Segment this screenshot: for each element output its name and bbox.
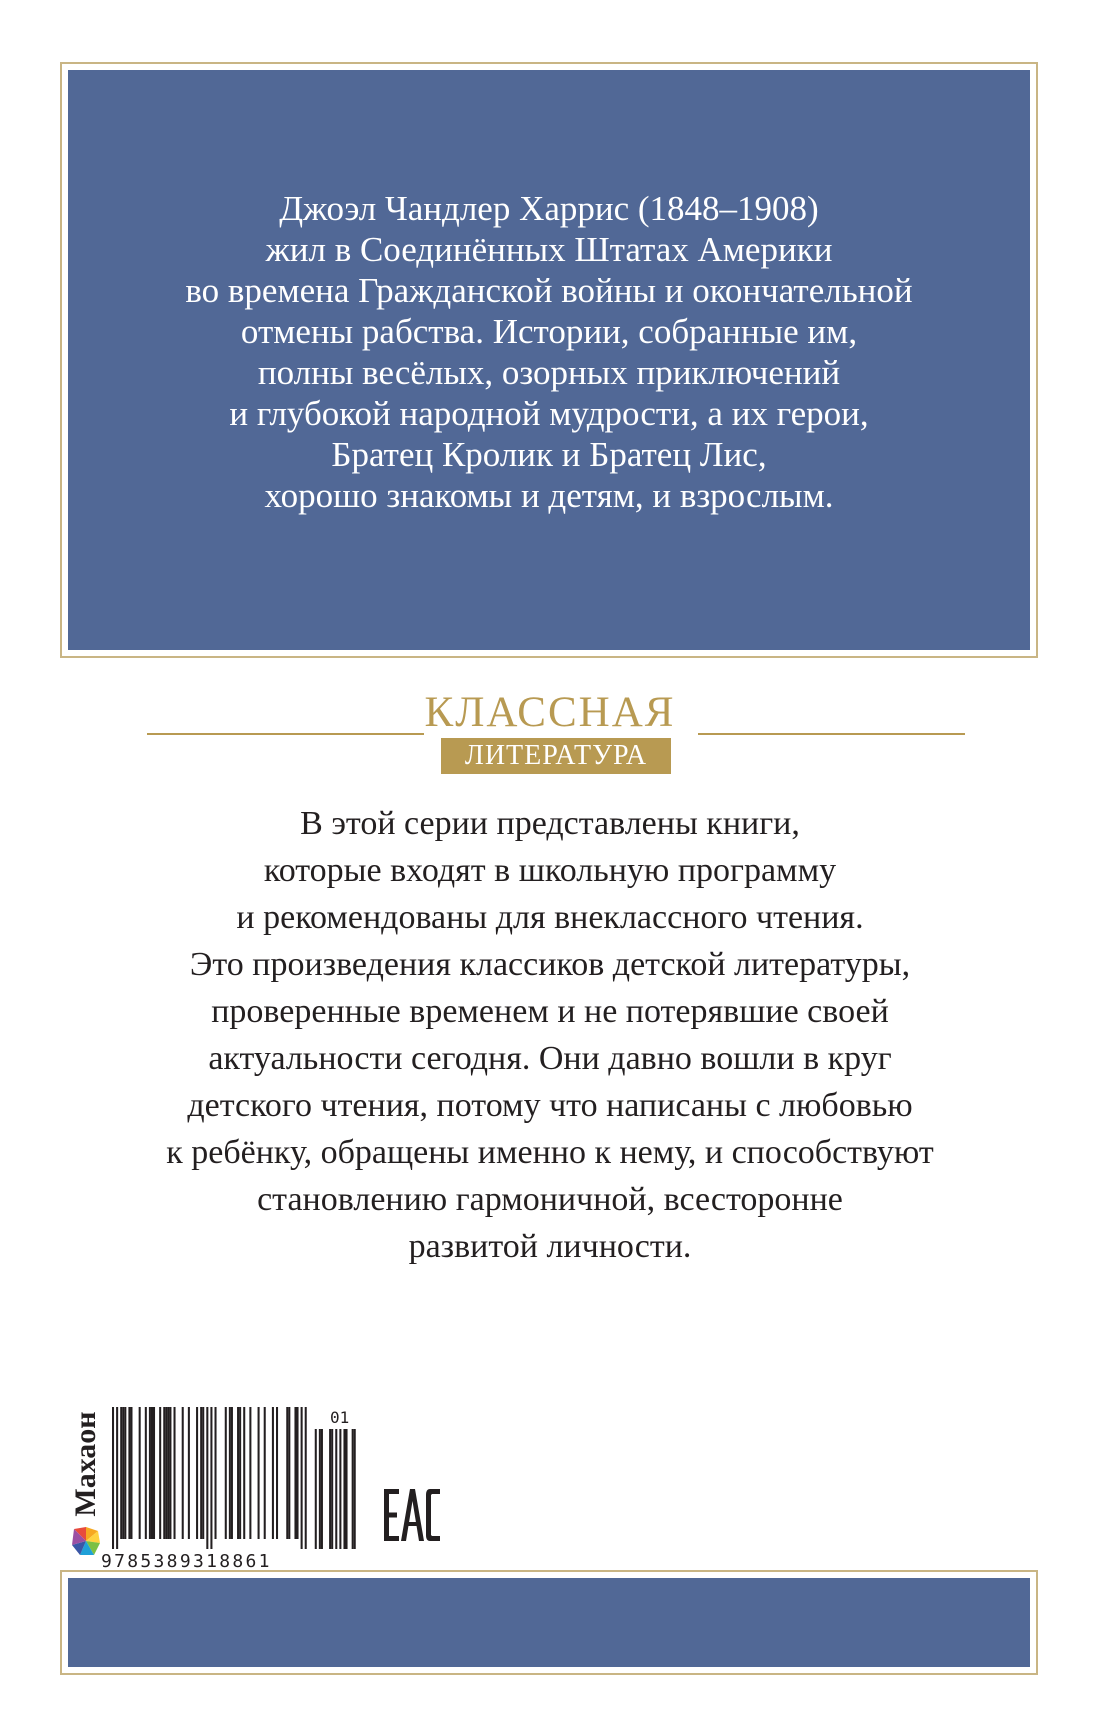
series-blurb [0, 800, 1100, 1270]
barcode-addon-bar [354, 1429, 356, 1549]
barcode-bar [237, 1407, 239, 1539]
author-blurb-line: во времена Гражданской войны и окончательной [185, 271, 913, 310]
barcode-bar [294, 1407, 296, 1539]
series-blurb-line: В этой серии представлены книги, [300, 805, 800, 842]
barcode-addon-bar [343, 1429, 345, 1549]
barcode-bar [210, 1407, 212, 1549]
barcode-bar [124, 1407, 126, 1539]
barcode-bar [202, 1407, 204, 1539]
barcode-addon-bar [329, 1429, 331, 1549]
barcode-addon-number: 01 [330, 1408, 350, 1427]
barcode-bar [165, 1407, 167, 1539]
barcode-bar [130, 1407, 132, 1539]
barcode-bar [188, 1407, 190, 1539]
barcode-addon-bar [315, 1429, 317, 1549]
bottom-panel-background [68, 1578, 1030, 1667]
series-blurb-line: к ребёнку, обращены именно к нему, и способствуют [166, 1134, 934, 1171]
isbn-barcode [100, 1405, 360, 1570]
barcode-bar [128, 1407, 130, 1539]
barcode-bar [116, 1407, 118, 1549]
barcode-bar [225, 1407, 227, 1539]
barcode-bar [301, 1407, 303, 1549]
eac-certification-icon [384, 1489, 440, 1541]
barcode-bar [112, 1407, 114, 1549]
author-blurb-line: хорошо знакомы и детям, и взрослым. [264, 476, 834, 515]
series-blurb-line: развитой личности. [408, 1228, 692, 1265]
barcode-addon-bar [339, 1429, 341, 1549]
author-blurb-line: отмены рабства. Истории, собранные им, [240, 312, 858, 351]
barcode-bar [120, 1407, 122, 1539]
series-logo [0, 690, 1100, 780]
series-blurb-line: становлению гармоничной, всесторонне [257, 1181, 843, 1218]
series-blurb-line: актуальности сегодня. Они давно вошли в круг [208, 1040, 892, 1077]
barcode-bar [288, 1407, 290, 1539]
barcode-addon-bar [352, 1429, 354, 1549]
barcode-bar [196, 1407, 198, 1539]
author-blurb-line: полны весёлых, озорных приключений [257, 353, 841, 392]
barcode-bar [163, 1407, 165, 1539]
barcode-bars [112, 1407, 356, 1549]
barcode-bar [153, 1407, 155, 1539]
barcode-bar [174, 1407, 176, 1539]
barcode-bar [264, 1407, 266, 1539]
barcode-bar [305, 1407, 307, 1549]
barcode-bar [286, 1407, 288, 1539]
author-info-panel [60, 62, 1038, 658]
series-blurb-line: и рекомендованы для внеклассного чтения. [236, 899, 864, 936]
barcode-graphic [100, 1405, 360, 1570]
barcode-bar [272, 1407, 274, 1539]
author-info-panel-background [68, 70, 1030, 650]
author-blurb-line: Джоэл Чандлер Харрис (1848–1908) [279, 189, 819, 228]
series-blurb-line: которые входят в школьную программу [263, 852, 837, 889]
barcode-bar [122, 1407, 124, 1539]
barcode-bar [169, 1407, 171, 1539]
barcode-bar [139, 1407, 141, 1539]
bottom-panel [60, 1570, 1038, 1675]
barcode-addon-bar [335, 1429, 337, 1549]
barcode-bar [231, 1407, 233, 1539]
barcode-bar [297, 1407, 299, 1539]
author-blurb-line: и глубокой народной мудрости, а их герои, [229, 394, 869, 433]
barcode-bar [151, 1407, 153, 1539]
author-blurb [68, 188, 1030, 516]
series-logo-title: КЛАССНАЯ [424, 689, 676, 736]
barcode-bar [167, 1407, 169, 1539]
barcode-bar [239, 1407, 241, 1539]
series-blurb-line: Это произведения классиков детской литературы, [189, 946, 911, 983]
author-blurb-line: Братец Кролик и Братец Лис, [331, 435, 767, 474]
barcode-addon-bar [331, 1429, 333, 1549]
barcode-bar [215, 1407, 217, 1539]
barcode-number: 9785389318861 [101, 1551, 272, 1570]
barcode-bar [206, 1407, 208, 1549]
barcode-bar [229, 1407, 231, 1539]
barcode-bar [200, 1407, 202, 1539]
barcode-bar [249, 1407, 251, 1539]
barcode-addon-bar [319, 1429, 321, 1549]
barcode-bar [159, 1407, 161, 1539]
barcode-bar [145, 1407, 147, 1539]
publisher-name: Махаон [69, 1411, 102, 1517]
barcode-bar [182, 1407, 184, 1539]
barcode-addon-bar [321, 1429, 323, 1549]
series-blurb-line: детского чтения, потому что написаны с любовью [187, 1087, 913, 1124]
barcode-bar [276, 1407, 278, 1539]
barcode-addon-bar [346, 1429, 348, 1549]
publisher-emblem-icon [70, 1525, 102, 1557]
series-blurb-line: проверенные временем и не потерявшие своей [211, 993, 889, 1030]
barcode-bar [243, 1407, 245, 1539]
series-logo-subtitle: ЛИТЕРАТУРА [441, 738, 671, 774]
barcode-bar [258, 1407, 260, 1539]
barcode-bar [149, 1407, 151, 1539]
author-blurb-line: жил в Соединённых Штатах Америки [265, 230, 833, 269]
